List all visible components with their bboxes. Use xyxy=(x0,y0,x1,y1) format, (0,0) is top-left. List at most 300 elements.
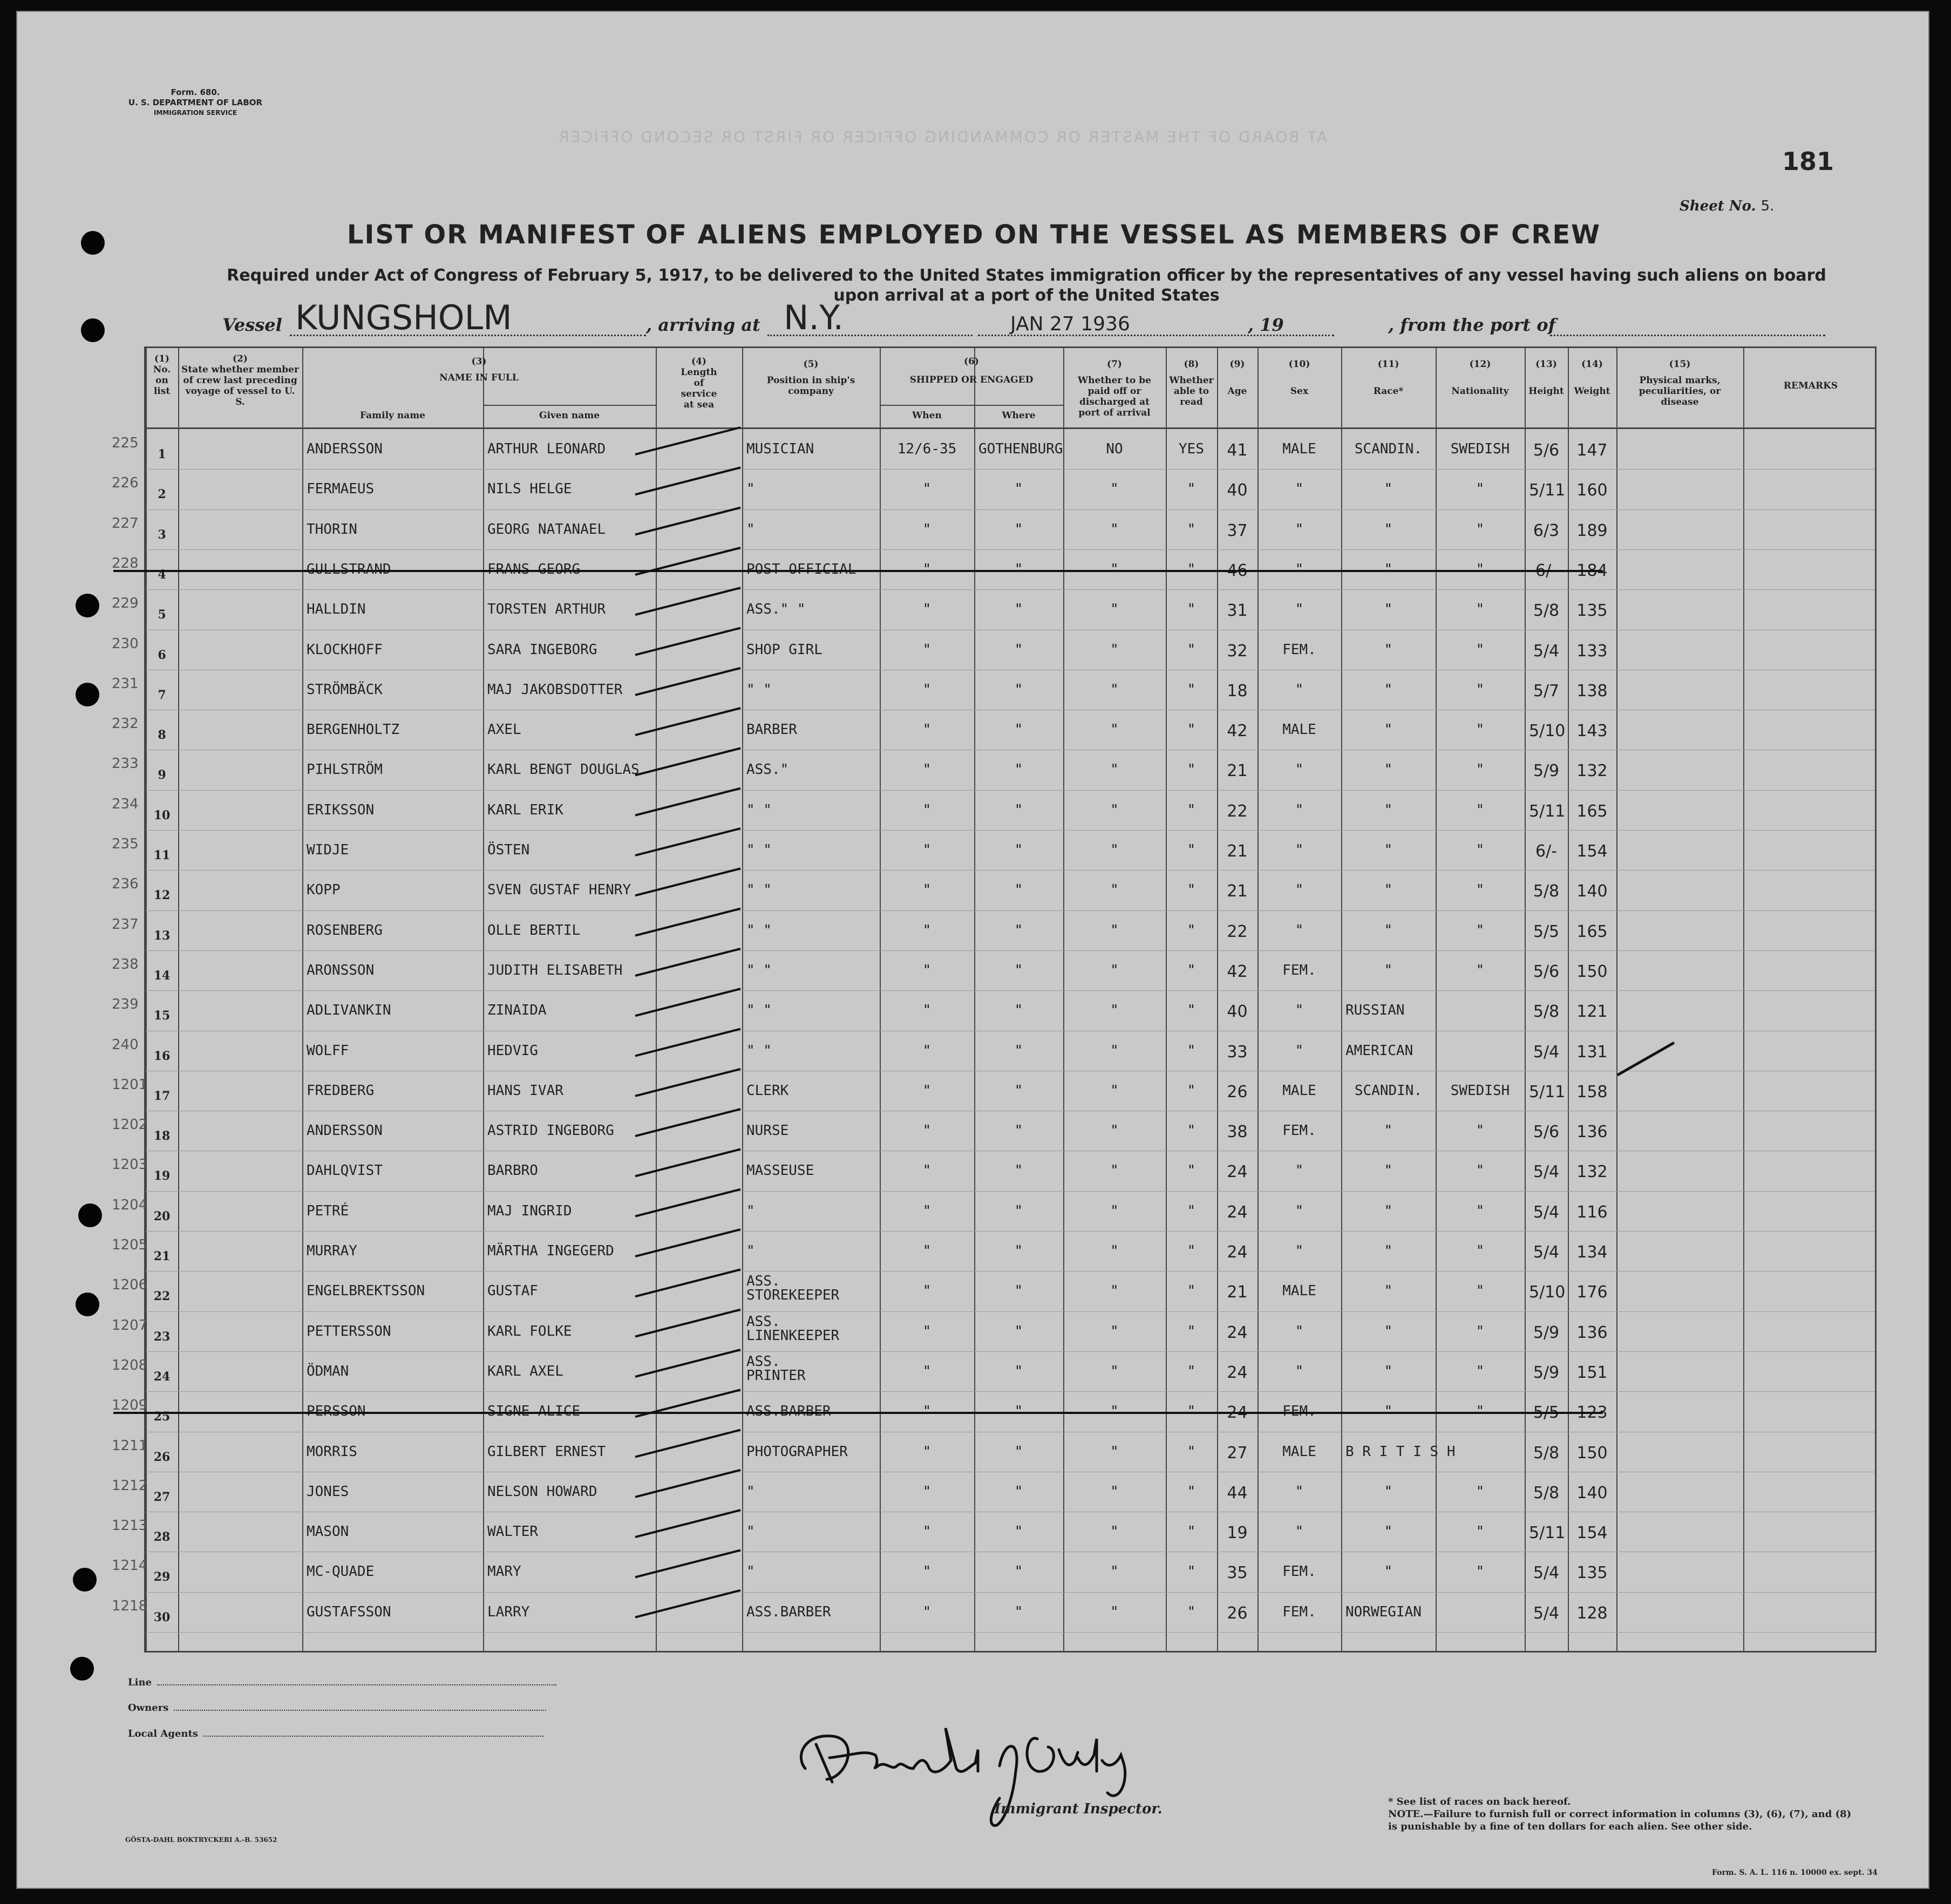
cell-race: " xyxy=(1384,801,1393,818)
check-mark xyxy=(635,508,740,535)
cell-paid: " xyxy=(1110,681,1119,698)
cell-nationality: " xyxy=(1476,1123,1485,1139)
cell-race: SCANDIN. xyxy=(1354,1082,1423,1099)
cell-height: 5/6 xyxy=(1533,1123,1560,1142)
cell-where: " xyxy=(1014,1443,1023,1460)
cell-no: 1 xyxy=(158,447,166,461)
cell-when: " xyxy=(922,1443,932,1460)
cell-height: 5/6 xyxy=(1533,962,1560,981)
cell-age: 22 xyxy=(1227,801,1248,821)
cell-sex: " xyxy=(1295,601,1304,618)
cell-sex: " xyxy=(1295,761,1304,778)
check-mark xyxy=(635,909,740,936)
cell-height: 5/4 xyxy=(1533,1042,1560,1062)
handwritten-line-number: 1208 xyxy=(112,1357,148,1373)
cell-height: 5/4 xyxy=(1533,1243,1560,1262)
year-label: , 19 xyxy=(1248,315,1284,335)
cell-read: " xyxy=(1187,1123,1196,1139)
check-mark xyxy=(635,1149,740,1176)
cell-when: " xyxy=(922,1363,932,1379)
cell-read: " xyxy=(1187,1603,1196,1620)
check-mark xyxy=(635,1550,740,1577)
cell-nationality: " xyxy=(1476,481,1485,498)
cell-weight: 140 xyxy=(1576,1483,1608,1502)
cell-position: ASS. STOREKEEPER xyxy=(746,1273,840,1304)
cell-where: GOTHENBURG xyxy=(978,441,1063,457)
cell-given: KARL BENGT DOUGLAS xyxy=(487,761,640,778)
check-mark xyxy=(635,868,740,895)
cell-paid: " xyxy=(1110,1202,1119,1219)
cell-read: " xyxy=(1187,1563,1196,1580)
check-mark xyxy=(635,748,740,775)
cell-sex: " xyxy=(1295,1002,1304,1019)
cell-race: " xyxy=(1384,962,1393,978)
cell-paid: " xyxy=(1110,641,1119,658)
cell-race: " xyxy=(1384,722,1393,738)
handwritten-line-number: 228 xyxy=(112,555,139,572)
cell-no: 29 xyxy=(153,1570,171,1585)
cell-age: 24 xyxy=(1227,1403,1248,1423)
cell-nationality: " xyxy=(1476,922,1485,939)
sheet-label: Sheet No. xyxy=(1680,198,1756,214)
cell-no: 24 xyxy=(153,1369,171,1384)
handwritten-line-number: 1212 xyxy=(112,1477,148,1494)
cell-position: " " xyxy=(746,842,772,858)
manifest-sheet xyxy=(16,11,1929,1889)
cell-age: 33 xyxy=(1227,1042,1248,1062)
cell-given: TORSTEN ARTHUR xyxy=(487,601,606,618)
cell-height: 5/11 xyxy=(1529,801,1566,821)
cell-family: ROSENBERG xyxy=(307,922,383,939)
cell-nationality: SWEDISH xyxy=(1450,441,1510,457)
table-row xyxy=(146,429,1875,469)
cell-given: MÄRTHA INGEGERD xyxy=(487,1243,614,1259)
cell-family: HALLDIN xyxy=(307,601,366,618)
cell-height: 5/5 xyxy=(1533,922,1560,941)
date-stamp: JAN 27 1936 xyxy=(1010,313,1130,335)
cell-age: 31 xyxy=(1227,601,1248,621)
cell-height: 5/9 xyxy=(1533,1323,1560,1342)
cell-position: " " xyxy=(746,801,772,818)
cell-no: 10 xyxy=(153,808,171,822)
cell-read: " xyxy=(1187,521,1196,538)
cell-no: 23 xyxy=(153,1329,171,1344)
cell-where: " xyxy=(1014,521,1023,538)
cell-where: " xyxy=(1014,722,1023,738)
cell-where: " xyxy=(1014,1283,1023,1300)
check-mark xyxy=(635,1590,740,1617)
header-col-9: (9) Age xyxy=(1227,359,1247,397)
handwritten-line-number: 1218 xyxy=(112,1597,148,1614)
cell-no: 4 xyxy=(158,567,166,582)
cell-when: " xyxy=(922,1403,932,1420)
cell-paid: " xyxy=(1110,801,1119,818)
table-row xyxy=(146,1271,1875,1311)
cell-paid: " xyxy=(1110,962,1119,978)
table-row xyxy=(146,750,1875,790)
cell-sex: FEM. xyxy=(1282,1403,1316,1420)
cell-family: WOLFF xyxy=(307,1042,349,1059)
owners-field: Owners xyxy=(128,1702,546,1713)
handwritten-line-number: 1203 xyxy=(112,1157,148,1173)
cell-position: MASSEUSE xyxy=(746,1162,814,1179)
cell-race: " xyxy=(1384,761,1393,778)
cell-weight: 154 xyxy=(1576,1524,1608,1543)
handwritten-line-number: 236 xyxy=(112,876,139,893)
cell-given: AXEL xyxy=(487,722,521,738)
cell-family: ÖDMAN xyxy=(307,1363,349,1379)
cell-sex: " xyxy=(1295,481,1304,498)
cell-height: 5/5 xyxy=(1533,1403,1560,1423)
cell-weight: 165 xyxy=(1576,801,1608,821)
header-family-name: Family name xyxy=(359,410,426,421)
table-row xyxy=(146,990,1875,1030)
cell-age: 27 xyxy=(1227,1443,1248,1463)
cell-no: 20 xyxy=(153,1209,171,1223)
cell-paid: " xyxy=(1110,561,1119,577)
cell-sex: " xyxy=(1295,681,1304,698)
cell-position: " xyxy=(746,521,755,538)
cell-family: ENGELBREKTSSON xyxy=(307,1283,425,1300)
header-remarks: REMARKS xyxy=(1783,380,1838,391)
form-number-label: Form. 680. xyxy=(171,87,220,97)
cell-given: SARA INGEBORG xyxy=(487,641,597,658)
handwritten-line-number: 1207 xyxy=(112,1317,148,1334)
cell-race: " xyxy=(1384,1162,1393,1179)
cell-paid: NO xyxy=(1106,441,1123,457)
cell-when: " xyxy=(922,681,932,698)
cell-paid: " xyxy=(1110,1323,1119,1339)
cell-position: NURSE xyxy=(746,1123,789,1139)
cell-family: FERMAEUS xyxy=(307,481,375,498)
cell-where: " xyxy=(1014,962,1023,978)
cell-family: MURRAY xyxy=(307,1243,357,1259)
cell-no: 21 xyxy=(153,1249,171,1263)
from-port-label: , from the port of xyxy=(1388,315,1556,335)
cell-age: 22 xyxy=(1227,922,1248,941)
cell-position: " xyxy=(746,1483,755,1500)
check-mark xyxy=(635,1430,740,1457)
cell-sex: " xyxy=(1295,882,1304,899)
handwritten-line-number: 1204 xyxy=(112,1196,148,1213)
cell-weight: 143 xyxy=(1576,722,1608,741)
check-mark xyxy=(635,1470,740,1497)
page-number xyxy=(1782,147,1834,176)
cell-paid: " xyxy=(1110,1524,1119,1540)
handwritten-line-number: 235 xyxy=(112,836,139,852)
header-col-10: (10) Sex xyxy=(1288,359,1310,397)
cell-height: 5/6 xyxy=(1533,441,1560,460)
cell-height: 6/3 xyxy=(1533,521,1560,540)
cell-weight: 134 xyxy=(1576,1243,1608,1262)
cell-family: ADLIVANKIN xyxy=(307,1002,391,1019)
cell-when: " xyxy=(922,1603,932,1620)
cell-when: " xyxy=(922,1524,932,1540)
cell-where: " xyxy=(1014,1002,1023,1019)
table-row xyxy=(146,1552,1875,1592)
cell-when: " xyxy=(922,842,932,858)
cell-race: " xyxy=(1384,842,1393,858)
cell-given: NELSON HOWARD xyxy=(487,1483,597,1500)
cell-height: 5/4 xyxy=(1533,1603,1560,1623)
cell-height: 5/11 xyxy=(1529,481,1566,500)
cell-family: BERGENHOLTZ xyxy=(307,722,400,738)
cell-given: GILBERT ERNEST xyxy=(487,1443,606,1460)
handwritten-line-number: 225 xyxy=(112,435,139,451)
cell-sex: " xyxy=(1295,922,1304,939)
header-col-2: (2) State whether member of crew last preceding voyage of vessel to U. S. xyxy=(181,353,299,407)
cell-position: " " xyxy=(746,681,772,698)
cell-paid: " xyxy=(1110,1363,1119,1379)
cell-nationality: " xyxy=(1476,882,1485,899)
cell-position: " " xyxy=(746,962,772,978)
vessel-label: Vessel xyxy=(222,315,282,335)
check-mark xyxy=(635,588,740,615)
cell-weight: 158 xyxy=(1576,1082,1608,1101)
cell-sex: " xyxy=(1295,1524,1304,1540)
cell-sex: MALE xyxy=(1282,441,1316,457)
cell-nationality: " xyxy=(1476,1524,1485,1540)
cell-age: 21 xyxy=(1227,761,1248,781)
check-mark xyxy=(635,1189,740,1216)
page-title: LIST OR MANIFEST OF ALIENS EMPLOYED ON THE VESSEL AS MEMBERS OF CREW xyxy=(346,220,1601,250)
cell-no: 3 xyxy=(158,527,166,542)
cell-where: " xyxy=(1014,882,1023,899)
check-mark xyxy=(635,1310,740,1337)
table-row xyxy=(146,1432,1875,1472)
table-row xyxy=(146,589,1875,629)
cell-read: " xyxy=(1187,882,1196,899)
binder-hole xyxy=(76,594,99,617)
cell-read: " xyxy=(1187,561,1196,577)
handwritten-line-number: 227 xyxy=(112,515,139,532)
cell-position: " " xyxy=(746,1002,772,1019)
cell-race: " xyxy=(1384,1283,1393,1300)
cell-weight: 116 xyxy=(1576,1202,1608,1222)
cell-position: ASS." xyxy=(746,761,789,778)
cell-given: SVEN GUSTAF HENRY xyxy=(487,882,631,899)
cell-family: MC-QUADE xyxy=(307,1563,375,1580)
cell-when: " xyxy=(922,1042,932,1059)
cell-read: " xyxy=(1187,601,1196,618)
strike-through-line xyxy=(113,570,1603,572)
cell-race: " xyxy=(1384,681,1393,698)
cell-given: KARL ERIK xyxy=(487,801,563,818)
cell-weight: 128 xyxy=(1576,1603,1608,1623)
cell-no: 6 xyxy=(158,648,166,662)
cell-weight: 151 xyxy=(1576,1363,1608,1382)
form-header xyxy=(109,87,282,118)
cell-paid: " xyxy=(1110,1443,1119,1460)
header-col-14: (14) Weight xyxy=(1574,359,1610,397)
cell-given: SIGNE ALICE xyxy=(487,1403,581,1420)
cell-sex: " xyxy=(1295,1202,1304,1219)
cell-when: " xyxy=(922,521,932,538)
cell-when: " xyxy=(922,1563,932,1580)
sheet-number xyxy=(1680,198,1774,214)
cell-nationality: " xyxy=(1476,521,1485,538)
cell-position: SHOP GIRL xyxy=(746,641,822,658)
cell-sex: " xyxy=(1295,801,1304,818)
cell-age: 42 xyxy=(1227,722,1248,741)
check-mark xyxy=(635,989,740,1016)
cell-no: 14 xyxy=(153,968,171,983)
cell-paid: " xyxy=(1110,1283,1119,1300)
cell-nationality: " xyxy=(1476,722,1485,738)
cell-paid: " xyxy=(1110,1403,1119,1420)
cell-weight: 135 xyxy=(1576,1563,1608,1583)
cell-sex: " xyxy=(1295,842,1304,858)
cell-family: GULLSTRAND xyxy=(307,561,391,577)
cell-given: KARL AXEL xyxy=(487,1363,563,1379)
cell-when: " xyxy=(922,1483,932,1500)
check-mark xyxy=(635,1350,740,1377)
cell-no: 17 xyxy=(153,1089,171,1103)
cell-weight: 165 xyxy=(1576,922,1608,941)
cell-when: " xyxy=(922,1283,932,1300)
table-row xyxy=(146,1351,1875,1391)
cell-where: " xyxy=(1014,1082,1023,1099)
cell-sex: FEM. xyxy=(1282,1563,1316,1580)
cell-sex: MALE xyxy=(1282,1443,1316,1460)
cell-where: " xyxy=(1014,1363,1023,1379)
cell-no: 5 xyxy=(158,608,166,622)
cell-no: 2 xyxy=(158,487,166,502)
cell-family: MORRIS xyxy=(307,1443,357,1460)
cell-nationality: " xyxy=(1476,842,1485,858)
cell-paid: " xyxy=(1110,1243,1119,1259)
cell-family: PETRÉ xyxy=(307,1202,349,1219)
cell-weight: 133 xyxy=(1576,641,1608,661)
handwritten-line-number: 232 xyxy=(112,716,139,732)
cell-height: 5/7 xyxy=(1533,681,1560,701)
cell-when: " xyxy=(922,1243,932,1259)
cell-where: " xyxy=(1014,681,1023,698)
check-mark xyxy=(635,708,740,735)
header-col-12: (12) Nationality xyxy=(1451,359,1509,397)
cell-when: " xyxy=(922,1162,932,1179)
cell-sex: MALE xyxy=(1282,722,1316,738)
page-number-value: 181 xyxy=(1782,147,1834,176)
cell-given: ÖSTEN xyxy=(487,842,530,858)
cell-family: GUSTAFSSON xyxy=(307,1603,391,1620)
cell-given: KARL FOLKE xyxy=(487,1323,572,1339)
table-row xyxy=(146,830,1875,870)
cell-age: 42 xyxy=(1227,962,1248,981)
cell-race: " xyxy=(1384,601,1393,618)
local-agents-field: Local Agents xyxy=(128,1728,543,1739)
cell-weight: 160 xyxy=(1576,481,1608,500)
cell-race: " xyxy=(1384,481,1393,498)
cell-nationality: " xyxy=(1476,1323,1485,1339)
cell-when: " xyxy=(922,1082,932,1099)
cell-given: ARTHUR LEONARD xyxy=(487,441,606,457)
cell-family: ANDERSSON xyxy=(307,441,383,457)
cell-race: " xyxy=(1384,561,1393,577)
cell-race: B R I T I S H xyxy=(1345,1443,1456,1460)
cell-height: 5/8 xyxy=(1533,1483,1560,1502)
cell-family: PETTERSSON xyxy=(307,1323,391,1339)
cell-age: 40 xyxy=(1227,481,1248,500)
table-row xyxy=(146,1311,1875,1351)
cell-family: MASON xyxy=(307,1524,349,1540)
cell-paid: " xyxy=(1110,521,1119,538)
cell-race: " xyxy=(1384,1123,1393,1139)
cell-position: POST OFFICIAL xyxy=(746,561,856,577)
handwritten-line-number: 1211 xyxy=(112,1437,148,1454)
cell-given: BARBRO xyxy=(487,1162,538,1179)
cell-race: " xyxy=(1384,1363,1393,1379)
header-col-13: (13) Height xyxy=(1528,359,1564,397)
cell-paid: " xyxy=(1110,1483,1119,1500)
cell-when: 12/6-35 xyxy=(897,441,957,457)
cell-given: FRANS GEORG xyxy=(487,561,581,577)
department-label: U. S. DEPARTMENT OF LABOR xyxy=(128,98,263,107)
cell-where: " xyxy=(1014,1483,1023,1500)
header-col-15: (15) Physical marks, peculiarities, or disease xyxy=(1639,359,1721,407)
cell-family: WIDJE xyxy=(307,842,349,858)
cell-age: 41 xyxy=(1227,441,1248,460)
remarks-check-mark xyxy=(1615,1037,1680,1080)
cell-position: " xyxy=(746,1202,755,1219)
inspector-caption: Immigrant Inspector. xyxy=(994,1801,1163,1817)
cell-race: " xyxy=(1384,1323,1393,1339)
cell-family: PIHLSTRÖM xyxy=(307,761,383,778)
cell-nationality: " xyxy=(1476,1243,1485,1259)
cell-nationality: SWEDISH xyxy=(1450,1082,1510,1099)
sheet-value: 5. xyxy=(1760,198,1775,214)
handwritten-line-number: 1209 xyxy=(112,1397,148,1414)
cell-when: " xyxy=(922,561,932,577)
cell-given: GEORG NATANAEL xyxy=(487,521,606,538)
cell-height: 5/4 xyxy=(1533,1202,1560,1222)
cell-family: KLOCKHOFF xyxy=(307,641,383,658)
table-row xyxy=(146,870,1875,910)
handwritten-line-number: 230 xyxy=(112,635,139,652)
cell-weight: 138 xyxy=(1576,681,1608,701)
cell-age: 24 xyxy=(1227,1162,1248,1182)
cell-position: BARBER xyxy=(746,722,797,738)
cell-race: " xyxy=(1384,1202,1393,1219)
cell-age: 18 xyxy=(1227,681,1248,701)
header-col-1: (1) No. on list xyxy=(153,353,171,397)
cell-where: " xyxy=(1014,641,1023,658)
service-label: IMMIGRATION SERVICE xyxy=(153,109,237,117)
cell-no: 30 xyxy=(153,1610,171,1624)
handwritten-line-number: 229 xyxy=(112,595,139,612)
cell-read: " xyxy=(1187,1524,1196,1540)
handwritten-line-number: 237 xyxy=(112,916,139,933)
cell-nationality: " xyxy=(1476,962,1485,978)
cell-age: 24 xyxy=(1227,1202,1248,1222)
cell-when: " xyxy=(922,1323,932,1339)
cell-age: 37 xyxy=(1227,521,1248,540)
cell-weight: 140 xyxy=(1576,882,1608,901)
cell-nationality: " xyxy=(1476,561,1485,577)
handwritten-line-number: 234 xyxy=(112,795,139,812)
cell-when: " xyxy=(922,481,932,498)
table-row xyxy=(146,1231,1875,1271)
cell-sex: MALE xyxy=(1282,1283,1316,1300)
cell-given: MAJ JAKOBSDOTTER xyxy=(487,681,623,698)
cell-age: 46 xyxy=(1227,561,1248,580)
table-row xyxy=(146,1111,1875,1151)
cell-no: 18 xyxy=(153,1129,171,1144)
cell-weight: 147 xyxy=(1576,441,1608,460)
cell-age: 24 xyxy=(1227,1323,1248,1342)
handwritten-line-number: 1214 xyxy=(112,1558,148,1574)
cell-height: 5/8 xyxy=(1533,1443,1560,1463)
